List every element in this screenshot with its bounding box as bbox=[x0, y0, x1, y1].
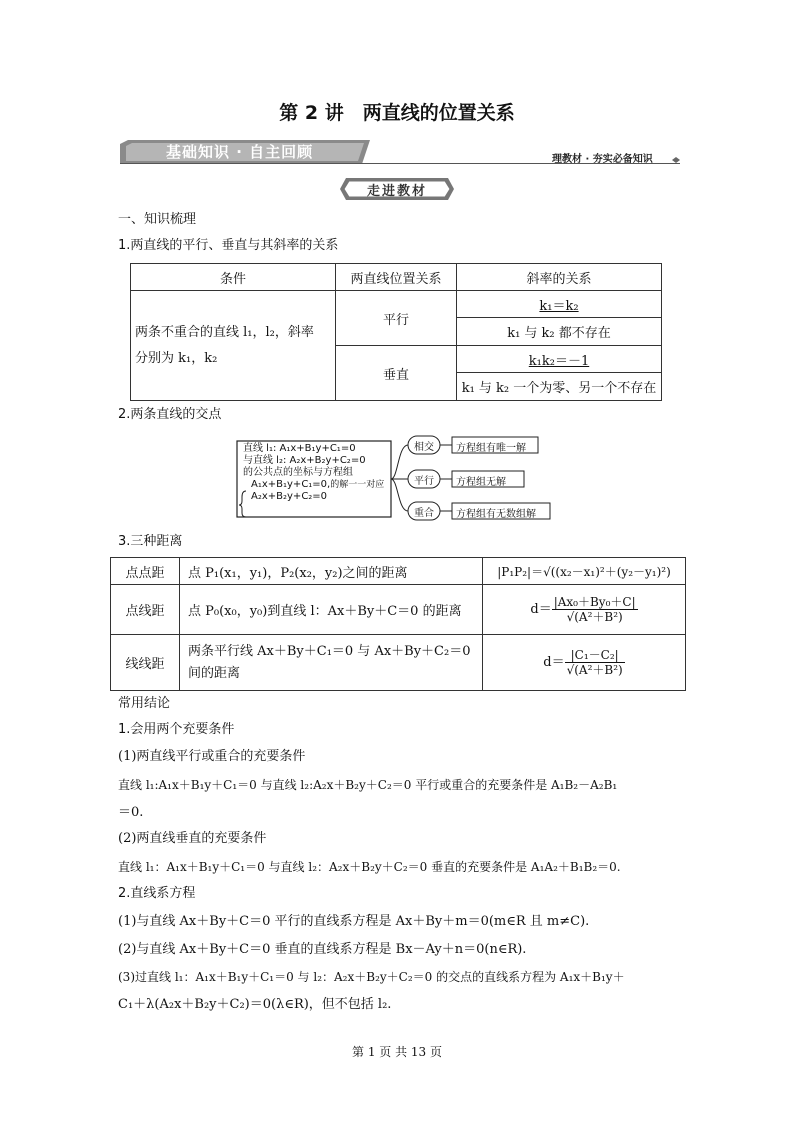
table-cell bbox=[457, 346, 662, 373]
table-cell: k₁ 与 k₂ 一个为零、另一个不存在 bbox=[457, 373, 662, 401]
conclusion-2: 2.直线系方程 bbox=[118, 886, 196, 901]
fraction-denominator: √(A²＋B²) bbox=[566, 610, 623, 624]
d-prefix: d＝ bbox=[530, 602, 552, 617]
page-footer: 第 1 页 共 13 页 bbox=[352, 1045, 442, 1059]
d-prefix: d＝ bbox=[543, 655, 565, 670]
formula-line-line bbox=[483, 635, 686, 691]
box-line: 的公共点的坐标与方程组 bbox=[243, 467, 353, 478]
box-line: A₁x+B₁y+C₁=0, bbox=[251, 479, 331, 490]
distance-table bbox=[110, 557, 686, 691]
conclusion-2b: (2)与直线 Ax＋By＋C＝0 垂直的直线系方程是 Bx－Ay＋n＝0(n∈R). bbox=[118, 942, 527, 957]
conclusion-2a: (1)与直线 Ax＋By＋C＝0 平行的直线系方程是 Ax＋By＋m＝0(m∈R 且 m≠C). bbox=[118, 914, 590, 929]
row-desc: 点 P₁(x₁，y₁)，P₂(x₂，y₂)之间的距离 bbox=[180, 558, 483, 585]
conclusion-1b-line1: 直线 l₁：A₁x＋B₁y＋C₁＝0 与直线 l₂：A₂x＋B₂y＋C₂＝0 垂直的充要条件是 A₁A₂＋B₁B₂＝0. bbox=[118, 860, 621, 874]
subheading-1: 1.两直线的平行、垂直与其斜率的关系 bbox=[118, 238, 339, 253]
table-cell: k₁ 与 k₂ 都不存在 bbox=[457, 318, 662, 346]
table-header: 条件 bbox=[131, 264, 336, 291]
table-header: 斜率的关系 bbox=[457, 264, 662, 291]
subheading-3: 3.三种距离 bbox=[118, 534, 183, 549]
conclusion-1b: (2)两直线垂直的充要条件 bbox=[118, 831, 267, 846]
row-name: 点点距 bbox=[111, 558, 180, 585]
diagram-box-text bbox=[243, 443, 384, 503]
desc-line: 间的距离 bbox=[188, 665, 241, 681]
row-name: 点线距 bbox=[111, 585, 180, 635]
box-line: 与直线 l₂: A₂x+B₂y+C₂=0 bbox=[243, 455, 366, 466]
condition-cell bbox=[131, 291, 336, 401]
condition-line: 两条不重合的直线 l₁，l₂，斜率 bbox=[135, 324, 314, 340]
slope-equal: k₁＝k₂ bbox=[539, 298, 579, 314]
fraction-denominator: √(A²＋B²) bbox=[566, 663, 623, 677]
rel-parallel: 平行 bbox=[414, 476, 434, 487]
section-heading: 一、知识梳理 bbox=[118, 212, 197, 227]
result-none: 方程组无解 bbox=[456, 477, 506, 488]
page-title: 第 2 讲 两直线的位置关系 bbox=[279, 102, 515, 124]
result-infinite: 方程组有无数组解 bbox=[456, 509, 536, 520]
fraction-numerator: |C₁－C₂| bbox=[565, 648, 625, 663]
table-header: 两直线位置关系 bbox=[336, 264, 457, 291]
box-line: A₂x+B₂y+C₂=0 bbox=[251, 491, 328, 502]
banner-left-label: 基础知识 · 自主回顾 bbox=[166, 143, 314, 161]
formula-point-line bbox=[483, 585, 686, 635]
row-name: 线线距 bbox=[111, 635, 180, 691]
slope-relation-table bbox=[130, 263, 662, 401]
row-desc: 点 P₀(x₀，y₀)到直线 l：Ax＋By＋C＝0 的距离 bbox=[180, 585, 483, 635]
conclusion-1a-line2: ＝0. bbox=[118, 805, 144, 820]
relation-perp: 垂直 bbox=[336, 346, 457, 401]
slope-product: k₁k₂＝－1 bbox=[528, 353, 590, 369]
badge-label: 走进教材 bbox=[366, 184, 427, 199]
conclusion-2c-line1: (3)过直线 l₁：A₁x＋B₁y＋C₁＝0 与 l₂：A₂x＋B₂y＋C₂＝0 的交点的直线系方程为 A₁x＋B₁y＋ bbox=[118, 970, 625, 984]
formula-point-point: |P₁P₂|＝√((x₂－x₁)²＋(y₂－y₁)²) bbox=[483, 558, 686, 585]
rel-coincide: 重合 bbox=[414, 508, 434, 519]
conclusion-2c-line2: C₁＋λ(A₂x＋B₂y＋C₂)＝0(λ∈R)，但不包括 l₂. bbox=[118, 997, 392, 1012]
condition-line: 分别为 k₁，k₂ bbox=[135, 350, 218, 366]
subheading-2: 2.两条直线的交点 bbox=[118, 407, 222, 422]
fraction-numerator: |Ax₀＋By₀＋C| bbox=[553, 595, 636, 609]
result-unique: 方程组有唯一解 bbox=[456, 443, 526, 454]
conclusion-1: 1.会用两个充要条件 bbox=[118, 722, 235, 737]
banner-right-label: 理教材 · 夯实必备知识 bbox=[552, 154, 653, 165]
rel-intersect: 相交 bbox=[414, 442, 434, 453]
conclusion-1a: (1)两直线平行或重合的充要条件 bbox=[118, 749, 306, 764]
desc-line: 两条平行线 Ax＋By＋C₁＝0 与 Ax＋By＋C₂＝0 bbox=[188, 643, 471, 659]
common-conclusions: 常用结论 bbox=[118, 696, 171, 711]
conclusion-1a-line1: 直线 l₁:A₁x＋B₁y＋C₁＝0 与直线 l₂:A₂x＋B₂y＋C₂＝0 平行或重合的充要条件是 A₁B₂－A₂B₁ bbox=[118, 778, 618, 792]
row-desc bbox=[180, 635, 483, 691]
box-line: 直线 l₁: A₁x+B₁y+C₁=0 bbox=[243, 443, 356, 454]
table-cell bbox=[457, 291, 662, 318]
box-line: 的解一一对应 bbox=[330, 480, 385, 490]
relation-parallel: 平行 bbox=[336, 291, 457, 346]
